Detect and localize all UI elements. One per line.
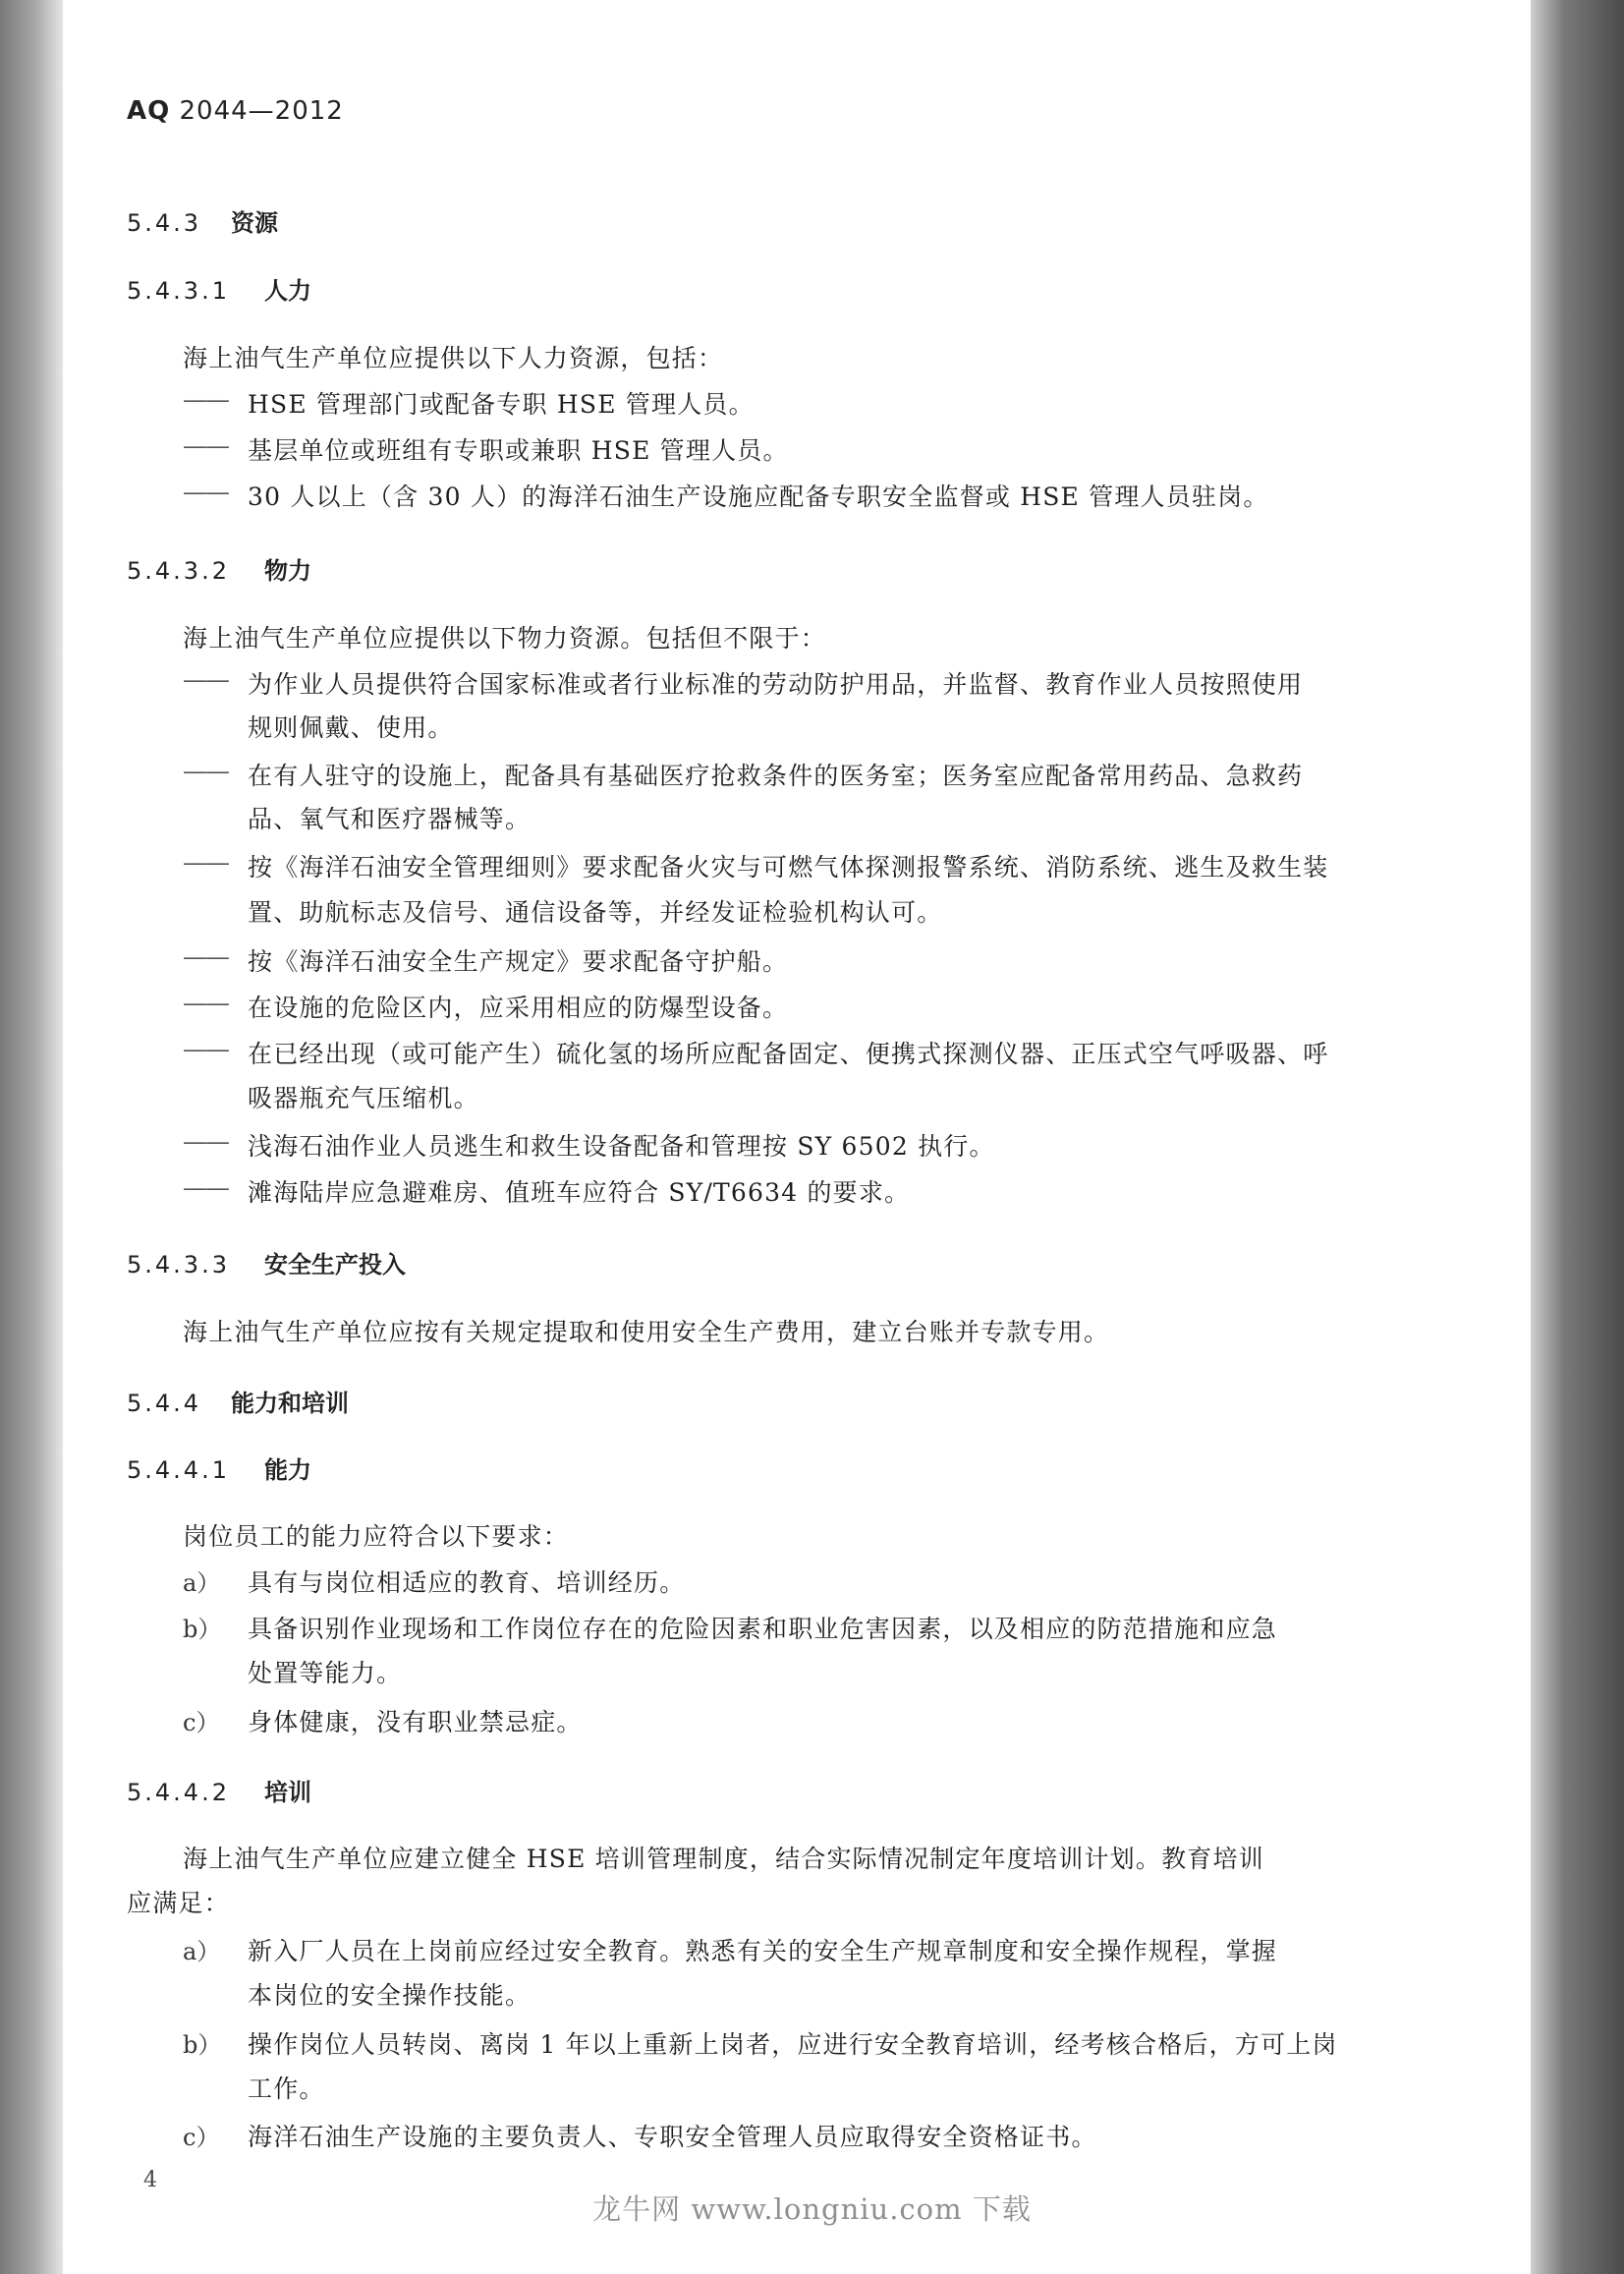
standard-code: 2044—2012: [179, 96, 344, 126]
list-item: 在已经出现（或可能产生）硫化氢的场所应配备固定、便携式探测仪器、正压式空气呼吸器、呼: [248, 1040, 1329, 1068]
paragraph-intro: 海上油气生产单位应提供以下物力资源。包括但不限于：: [183, 624, 827, 653]
dash-marker: ——: [183, 989, 228, 1017]
list-item-continuation: 处置等能力。: [248, 1659, 403, 1687]
download-watermark: 龙牛网 www.longniu.com 下载: [592, 2192, 1032, 2226]
list-item: HSE 管理部门或配备专职 HSE 管理人员。: [248, 390, 755, 419]
scan-left-edge: [0, 0, 63, 2274]
list-item: 滩海陆岸应急避难房、值班车应符合 SY/T6634 的要求。: [248, 1178, 911, 1207]
list-marker: c）: [183, 2124, 220, 2151]
heading-5-4-3-3: 5.4.3.3 安全生产投入: [127, 1251, 406, 1279]
list-item: 为作业人员提供符合国家标准或者行业标准的劳动防护用品，并监督、教育作业人员按照使用: [248, 670, 1304, 699]
heading-5-4-3-2: 5.4.3.2 物力: [127, 557, 311, 585]
list-item-continuation: 吸器瓶充气压缩机。: [248, 1084, 479, 1112]
list-item: 操作岗位人员转岗、离岗 1 年以上重新上岗者，应进行安全教育培训，经考核合格后，方可上岗: [248, 2030, 1338, 2059]
list-item: 身体健康，没有职业禁忌症。: [248, 1708, 583, 1736]
list-item: 具有与岗位相适应的教育、培训经历。: [248, 1568, 686, 1597]
list-item-continuation: 本岗位的安全操作技能。: [248, 1981, 532, 2010]
scan-right-edge: [1531, 0, 1624, 2274]
list-item: 在设施的危险区内，应采用相应的防爆型设备。: [248, 994, 789, 1022]
list-item: 按《海洋石油安全生产规定》要求配备守护船。: [248, 947, 789, 976]
list-item-continuation: 规则佩戴、使用。: [248, 713, 454, 742]
list-marker: c）: [183, 1709, 220, 1736]
page-number: 4: [143, 2168, 157, 2192]
heading-5-4-4-2: 5.4.4.2 培训: [127, 1779, 311, 1806]
list-item: 30 人以上（含 30 人）的海洋石油生产设施应配备专职安全监督或 HSE 管理人员驻岗。: [248, 483, 1269, 511]
heading-5-4-3: 5.4.3 资源: [127, 209, 278, 237]
dash-marker: ——: [183, 1127, 228, 1156]
paragraph-intro: 岗位员工的能力应符合以下要求：: [183, 1522, 570, 1551]
list-item-continuation: 工作。: [248, 2075, 325, 2103]
dash-marker: ——: [183, 665, 228, 694]
list-item-continuation: 品、氧气和医疗器械等。: [248, 805, 532, 833]
standard-number: [127, 96, 344, 126]
list-item: 海洋石油生产设施的主要负责人、专职安全管理人员应取得安全资格证书。: [248, 2123, 1097, 2151]
dash-marker: ——: [183, 385, 228, 414]
list-marker: a）: [183, 1938, 221, 1965]
list-marker: a）: [183, 1569, 221, 1597]
paragraph-intro: 海上油气生产单位应建立健全 HSE 培训管理制度，结合实际情况制定年度培训计划。教育培训: [183, 1845, 1264, 1873]
dash-marker: ——: [183, 1035, 228, 1063]
paragraph-intro: 海上油气生产单位应提供以下人力资源，包括：: [183, 344, 724, 372]
dash-marker: ——: [183, 848, 228, 877]
list-item-continuation: 置、助航标志及信号、通信设备等，并经发证检验机构认可。: [248, 898, 943, 927]
standard-prefix: AQ: [127, 96, 171, 126]
dash-marker: ——: [183, 1173, 228, 1202]
heading-5-4-3-1: 5.4.3.1 人力: [127, 277, 311, 305]
list-item: 具备识别作业现场和工作岗位存在的危险因素和职业危害因素，以及相应的防范措施和应急: [248, 1615, 1278, 1643]
list-item: 浅海石油作业人员逃生和救生设备配备和管理按 SY 6502 执行。: [248, 1132, 995, 1161]
dash-marker: ——: [183, 431, 228, 460]
dash-marker: ——: [183, 757, 228, 785]
heading-5-4-4-1: 5.4.4.1 能力: [127, 1456, 311, 1484]
paragraph: 海上油气生产单位应按有关规定提取和使用安全生产费用，建立台账并专款专用。: [183, 1318, 1110, 1346]
list-item: 在有人驻守的设施上，配备具有基础医疗抢救条件的医务室；医务室应配备常用药品、急救药: [248, 762, 1304, 790]
list-marker: b）: [183, 1616, 222, 1643]
list-item: 新入厂人员在上岗前应经过安全教育。熟悉有关的安全生产规章制度和安全操作规程，掌握: [248, 1937, 1278, 1965]
list-item: 按《海洋石油安全管理细则》要求配备火灾与可燃气体探测报警系统、消防系统、逃生及救生装: [248, 853, 1329, 881]
list-item: 基层单位或班组有专职或兼职 HSE 管理人员。: [248, 436, 789, 465]
dash-marker: ——: [183, 942, 228, 971]
heading-5-4-4: 5.4.4 能力和培训: [127, 1390, 349, 1417]
dash-marker: ——: [183, 478, 228, 506]
list-marker: b）: [183, 2031, 222, 2059]
paragraph-intro-continuation: 应满足：: [127, 1889, 230, 1917]
